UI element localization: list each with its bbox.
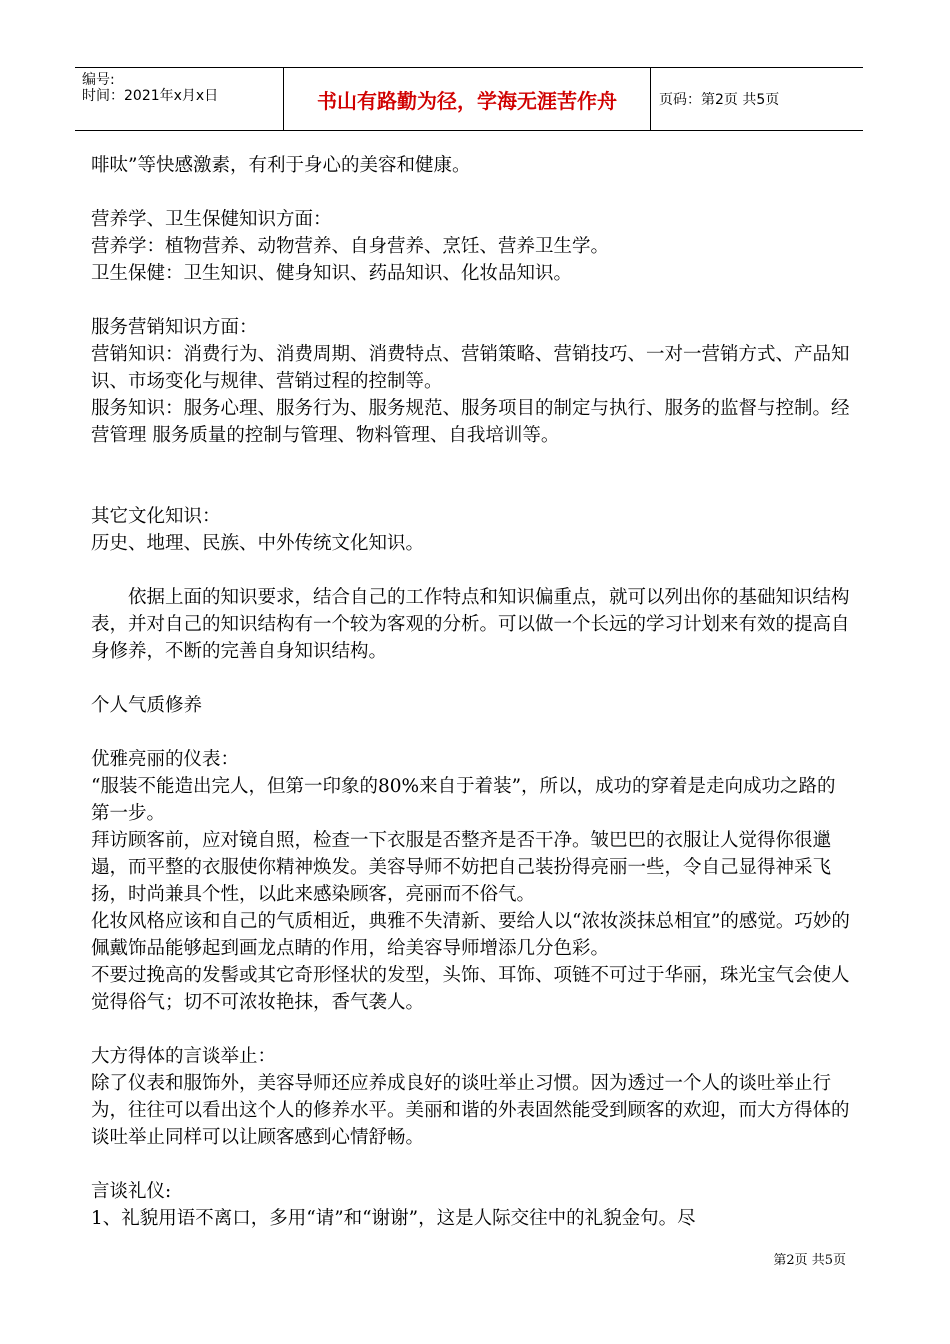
section-heading: 其它文化知识： — [91, 506, 221, 527]
paragraph: 营销知识：消费行为、消费周期、消费特点、营销策略、营销技巧、一对一营销方式、产品知识、市场变化与规律、营销过程的控制等。 — [91, 344, 850, 392]
paragraph: 不要过挽高的发髻或其它奇形怪状的发型，头饰、耳饰、项链不可过于华丽，珠光宝气会使人觉得俗气；切不可浓妆艳抹，香气袭人。 — [91, 965, 850, 1013]
paragraph: 1、礼貌用语不离口，多用“请”和“谢谢”，这是人际交往中的礼貌金句。尽 — [91, 1208, 696, 1229]
paragraph: 历史、地理、民族、中外传统文化知识。 — [91, 533, 425, 554]
paragraph: 卫生保健：卫生知识、健身知识、药品知识、化妆品知识。 — [91, 263, 573, 284]
section-heading: 营养学、卫生保健知识方面： — [91, 209, 332, 230]
section-heading: 大方得体的言谈举止： — [91, 1046, 277, 1067]
section-heading: 服务营销知识方面： — [91, 317, 258, 338]
paragraph-gap — [91, 665, 851, 692]
header-divider — [650, 68, 651, 130]
document-body — [91, 152, 851, 1232]
paragraph-gap — [91, 287, 851, 314]
paragraph-gap — [91, 1151, 851, 1178]
paragraph: 营养学：植物营养、动物营养、自身营养、烹饪、营养卫生学。 — [91, 236, 610, 257]
paragraph-gap — [91, 719, 851, 746]
paragraph: 化妆风格应该和自己的气质相近，典雅不失清新、要给人以“浓妆淡抹总相宜”的感觉。巧妙的佩戴饰品能够起到画龙点睛的作用，给美容导师增添几分色彩。 — [91, 911, 850, 959]
paragraph-gap — [91, 557, 851, 584]
paragraph-gap — [91, 449, 851, 503]
document-time-label: 时间：2021年x月x日 — [82, 88, 219, 104]
paragraph: 啡呔”等快感激素，有利于身心的美容和健康。 — [91, 155, 471, 176]
paragraph: 拜访顾客前，应对镜自照，检查一下衣服是否整齐是否干净。皱巴巴的衣服让人觉得你很邋遢，而平整的衣服使你精神焕发。美容导师不妨把自己装扮得亮丽一些，令自己显得神采飞扬，时尚兼具个性，以此来感染顾客，亮丽而不俗气。 — [91, 830, 832, 905]
page-header — [75, 67, 863, 131]
paragraph: 服务知识：服务心理、服务行为、服务规范、服务项目的制定与执行、服务的监督与控制。经营管理 服务质量的控制与管理、物料管理、自我培训等。 — [91, 398, 850, 446]
header-page-number: 页码：第2页 共5页 — [659, 92, 780, 108]
paragraph: “服装不能造出完人，但第一印象的80%来自于着装”，所以，成功的穿着是走向成功之路的第一步。 — [91, 776, 836, 824]
paragraph: 依据上面的知识要求，结合自己的工作特点和知识偏重点，就可以列出你的基础知识结构表，并对自己的知识结构有一个较为客观的分析。可以做一个长远的学习计划来有效的提高自身修养，不断的完善自身知识结构。 — [91, 587, 850, 662]
paragraph-gap — [91, 179, 851, 206]
paragraph-gap — [91, 1016, 851, 1043]
document-number-label: 编号: — [82, 72, 115, 88]
section-heading: 言谈礼仪: — [91, 1181, 172, 1202]
header-motto: 书山有路勤为径，学海无涯苦作舟 — [317, 88, 617, 113]
page-footer: 第2页 共5页 — [773, 1253, 846, 1268]
section-heading: 优雅亮丽的仪表： — [91, 749, 240, 770]
section-heading: 个人气质修养 — [91, 695, 203, 716]
paragraph: 除了仪表和服饰外，美容导师还应养成良好的谈吐举止习惯。因为透过一个人的谈吐举止行为，往往可以看出这个人的修养水平。美丽和谐的外表固然能受到顾客的欢迎，而大方得体的谈吐举止同样可以让顾客感到心情舒畅。 — [91, 1073, 850, 1148]
